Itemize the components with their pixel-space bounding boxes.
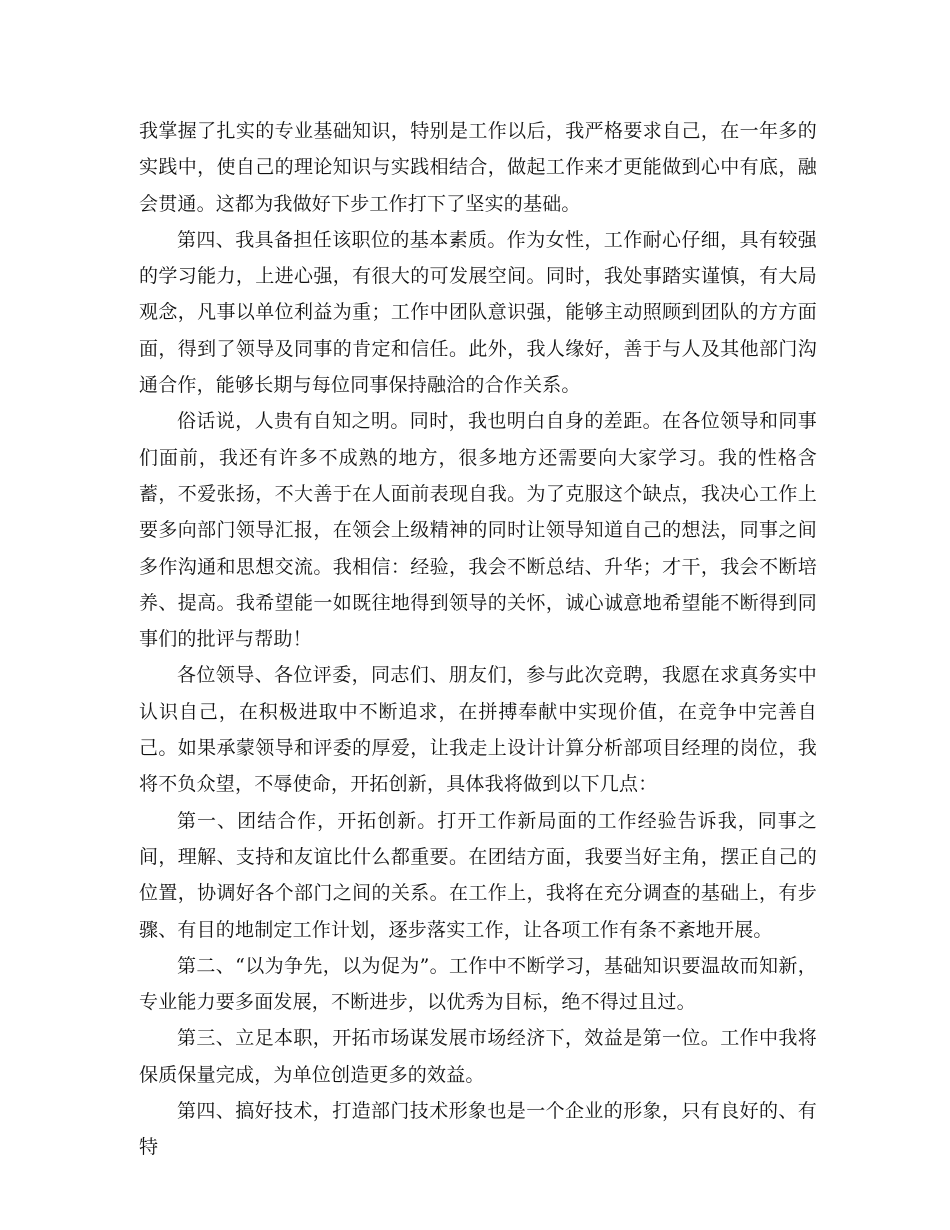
paragraph-1: 我掌握了扎实的专业基础知识，特别是工作以后，我严格要求自己，在一年多的实践中，使自己的理论知识与实践相结合，做起工作来才更能做到心中有底，融会贯通。这都为我做好下步工作打下了坚实的基础。 <box>139 120 817 215</box>
paragraph-8: 第四、搞好技术，打造部门技术形象也是一个企业的形象，只有良好的、有特 <box>139 1100 817 1159</box>
paragraph-4: 各位领导、各位评委，同志们、朋友们，参与此次竞聘，我愿在求真务实中认识自己，在积极进取中不断追求，在拼搏奉献中实现价值，在竞争中完善自己。如果承蒙领导和评委的厚爱，让我走上设计计算分析部项目经理的岗位，我将不负众望，不辱使命，开拓创新，具体我将做到以下几点： <box>139 664 817 796</box>
paragraph-6: 第二、“以为争先，以为促为”。工作中不断学习，基础知识要温故而知新，专业能力要多面发展，不断进步，以优秀为目标，绝不得过且过。 <box>139 954 817 1014</box>
paragraph-7: 第三、立足本职，开拓市场谋发展市场经济下，效益是第一位。工作中我将保质保量完成，为单位创造更多的效益。 <box>139 1027 817 1086</box>
paragraph-5: 第一、团结合作，开拓创新。打开工作新局面的工作经验告诉我，同事之间，理解、支持和友谊比什么都重要。在团结方面，我要当好主角，摆正自己的位置，协调好各个部门之间的关系。在工作上，我将在充分调查的基础上，有步骤、有目的地制定工作计划，逐步落实工作，让各项工作有条不紊地开展。 <box>139 809 817 941</box>
paragraph-2: 第四、我具备担任该职位的基本素质。作为女性，工作耐心仔细，具有较强的学习能力，上进心强，有很大的可发展空间。同时，我处事踏实谨慎，有大局观念，凡事以单位利益为重；工作中团队意识强，能够主动照顾到团队的方方面面，得到了领导及同事的肯定和信任。此外，我人缘好，善于与人及其他部门沟通合作，能够长期与每位同事保持融洽的合作关系。 <box>139 228 817 397</box>
paragraph-3: 俗话说，人贵有自知之明。同时，我也明白自身的差距。在各位领导和同事们面前，我还有许多不成熟的地方，很多地方还需要向大家学习。我的性格含蓄，不爱张扬，不大善于在人面前表现自我。为了克服这个缺点，我决心工作上要多向部门领导汇报，在领会上级精神的同时让领导知道自己的想法，同事之间多作沟通和思想交流。我相信：经验，我会不断总结、升华；才干，我会不断培养、提高。我希望能一如既往地得到领导的关怀，诚心诚意地希望能不断得到同事们的批评与帮助！ <box>139 410 817 651</box>
document-page <box>139 113 817 1166</box>
